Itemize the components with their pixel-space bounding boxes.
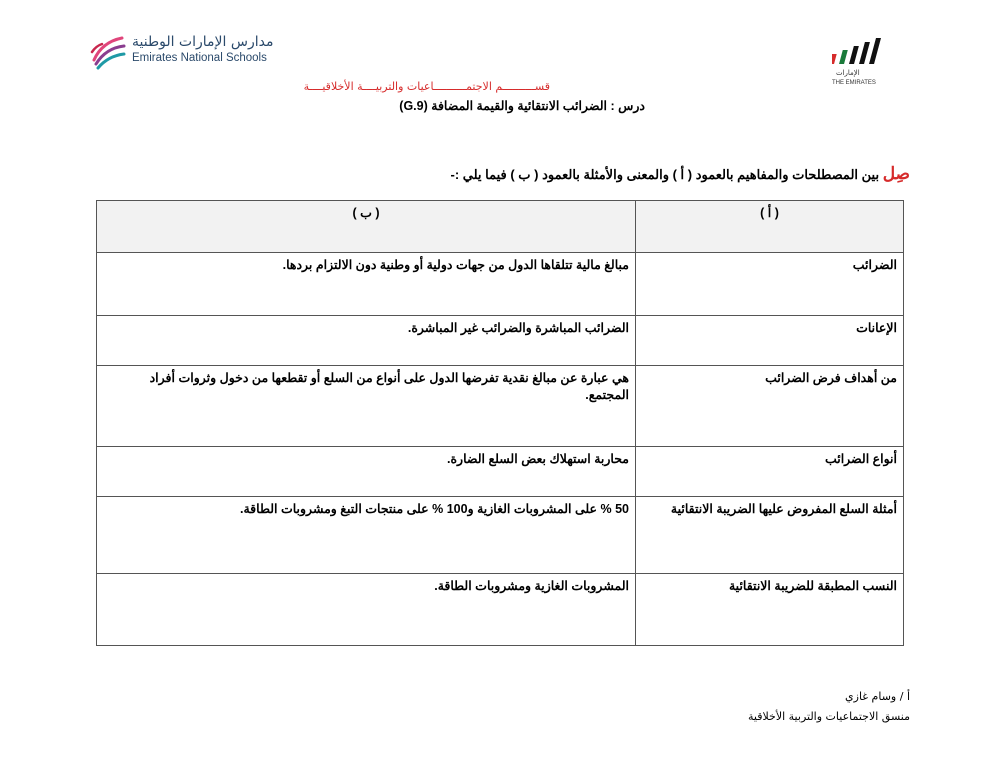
table-row: [97, 253, 904, 316]
term-cell: أمثلة السلع المفروض عليها الضريبة الانتقائية: [636, 496, 904, 573]
instruction-text: بين المصطلحات والمفاهيم بالعمود ( أ ) والمعنى والأمثلة بالعمود ( ب ) فيما يلي :-: [450, 167, 883, 182]
school-logo: [88, 28, 278, 76]
definition-cell: الضرائب المباشرة والضرائب غير المباشرة.: [97, 316, 636, 366]
school-name-ar: مدارس الإمارات الوطنية: [132, 34, 274, 50]
definition-cell: مبالغ مالية تتلقاها الدول من جهات دولية أو وطنية دون الالتزام بردها.: [97, 253, 636, 316]
table-header-row: [97, 201, 904, 253]
table-row: [97, 316, 904, 366]
term-cell: من أهداف فرض الضرائب: [636, 366, 904, 446]
table-row: [97, 496, 904, 573]
emirates-logo-ar: الإمارات: [836, 69, 860, 77]
column-b-header: ( ب ): [97, 201, 636, 253]
term-cell: أنواع الضرائب: [636, 446, 904, 496]
matching-table: [96, 200, 904, 646]
teacher-name: أ / وسام غازي: [845, 690, 910, 703]
instruction: [360, 164, 910, 184]
term-cell: النسب المطبقة للضريبة الانتقائية: [636, 573, 904, 645]
column-a-header: ( أ ): [636, 201, 904, 253]
definition-cell: محاربة استهلاك بعض السلع الضارة.: [97, 446, 636, 496]
lesson-title: درس : الضرائب الانتقائية والقيمة المضافة (G.9): [399, 99, 645, 113]
table-row: [97, 573, 904, 645]
table-row: [97, 366, 904, 446]
department-title: قســــــــــم الاجتمــــــــــاعيات والتربيــــة الأخلاقيــــة: [303, 80, 550, 93]
term-cell: الضرائب: [636, 253, 904, 316]
definition-cell: المشروبات الغازية ومشروبات الطاقة.: [97, 573, 636, 645]
coordinator-title: منسق الاجتماعيات والتربية الأخلاقية: [748, 710, 910, 723]
school-name-en: Emirates National Schools: [132, 52, 267, 64]
instruction-lead: صِل: [882, 164, 910, 183]
definition-cell: هي عبارة عن مبالغ نقدية تفرضها الدول على أنواع من السلع أو تقطعها من دخول وثروات أفراد المجتمع.: [97, 366, 636, 446]
definition-cell: 50 % على المشروبات الغازية و100 % على منتجات التبغ ومشروبات الطاقة.: [97, 496, 636, 573]
emirates-logo-en: THE EMIRATES: [832, 80, 876, 86]
term-cell: الإعانات: [636, 316, 904, 366]
emirates-logo-icon: [832, 38, 894, 68]
school-logo-icon: [88, 30, 128, 74]
emirates-logo: [832, 38, 894, 90]
table-row: [97, 446, 904, 496]
